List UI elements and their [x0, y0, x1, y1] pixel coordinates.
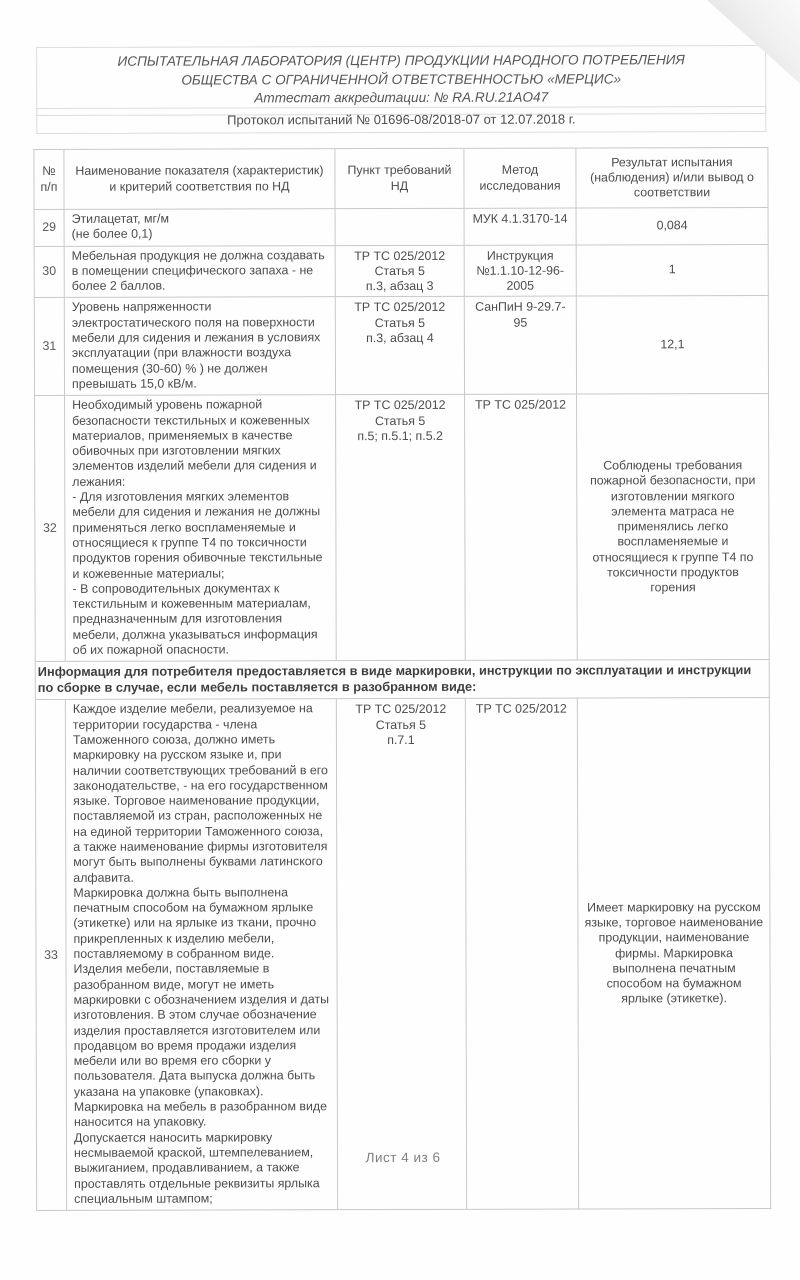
row-indicator-name: Этилацетат, мг/м (не более 0,1) [65, 209, 336, 246]
row-result: 0,084 [577, 208, 769, 245]
row-requirement-clause: ТР ТС 025/2012 Статья 5 п.7.1 [337, 699, 467, 1210]
row-result: 12,1 [577, 297, 769, 395]
sheet-number-label: Лист 4 из 6 [365, 1149, 441, 1166]
table-row [36, 698, 771, 1211]
row-method: ТР ТС 025/2012 [465, 395, 578, 661]
row-indicator-name: Уровень напряженности электростатического поля на поверхности мебели для сидения и лежания в условиях эксплуатации (при влажности воздуха помещения (30-60) % ) не должен превышать 15,0 кВ/м. [65, 298, 336, 396]
row-method: ТР ТС 025/2012 [466, 699, 579, 1210]
row-indicator-name: Необходимый уровень пожарной безопасности текстильных и кожевенных материалов, применяемых в качестве обивочных при изготовлении мягких элементов изделий мебели для сидения и лежания: - Для изготовления мягких элементов мебели для сидения и лежания не должны применяться легко воспламеняемые и относящиеся к группе Т4 по токсичности продуктов горения обивочные текстильные и кожевенные материалы; - В сопроводительных документах к текстильным и кожевенным материалам, предназначенным для изготовления мебели, должна указываться информация об их пожарной опасности. [65, 395, 337, 662]
row-number: 33 [36, 700, 67, 1211]
row-method: МУК 4.1.3170-14 [465, 209, 577, 246]
row-number: 31 [35, 298, 65, 396]
protocol-title-box [36, 106, 766, 134]
row-requirement-clause: ТР ТС 025/2012 Статья 5 п.3, абзац 3 [336, 245, 465, 297]
row-result: Имеет маркировку на русском языке, торговое наименование продукции, наименование фирмы. Маркировка выполнена печатным способом на бумажном ярлыке (этикетке). [578, 698, 771, 1209]
lab-header-box [36, 45, 766, 115]
row-requirement-clause: ТР ТС 025/2012 Статья 5 п.5; п.5.1; п.5.2 [336, 395, 466, 661]
table-row [35, 297, 769, 397]
row-requirement-clause: ТР ТС 025/2012 Статья 5 п.3, абзац 4 [336, 297, 465, 395]
row-method: СанПиН 9-29.7-95 [465, 297, 577, 395]
consumer-info-note: Информация для потребителя предоставляется в виде маркировки, инструкции по эксплуатации и инструкции по сборке в случае, если мебель поставляется в разобранном виде: [36, 660, 770, 700]
row-number: 29 [35, 210, 65, 247]
row-requirement-clause [336, 209, 465, 246]
col-header-name: Наименование показателя (характеристик) и критерий соответствия по НД [64, 149, 335, 210]
row-result: Соблюдены требования пожарной безопасности, при изготовлении мягкого элемента матраса не применялись легко воспламеняемые и относящиеся к группе Т4 по токсичности продуктов горения [577, 394, 770, 661]
row-indicator-name: Мебельная продукция не должна создавать в помещении специфического запаха - не более 2 баллов. [65, 246, 336, 299]
accreditation-line: Аттестат аккредитации: № RA.RU.21AO47 [254, 89, 549, 106]
row-result: 1 [577, 245, 769, 297]
row-indicator-name: Каждое изделие мебели, реализуемое на территории государства - члена Таможенного союза, должно иметь маркировку на русском языке и, при наличии соответствующих требований в его законодательстве, - на его государственном языке. Торговое наименование продукции, поставляемой из стран, расположенных не на единой территории Таможенного союза, а также наименование фирмы изготовителя могут быть выполнены буквами латинского алфавита. Маркировка должна быть выполнена печатным способом на бумажном ярлыке (этикетке) или на ярлыке из ткани, прочно прикрепленных к изделию мебели, поставляемому в собранном виде. Изделия мебели, поставляемые в разобранном виде, могут не иметь маркировки с обозначением изделия и даты изготовления. В этом случае обозначение изделия проставляется изготовителем или продавцом во время продажи изделия мебели или во время его сборки у пользователя. Дата выпуска должна быть указана на упаковке (упаковках). Маркировка на мебель в разобранном виде наносится на упаковку. Допускается наносить маркировку несмываемой краской, штемпелеванием, выжиганием, продавливанием, а также проставлять отдельные реквизиты ярлыка специальным штампом; [66, 699, 338, 1211]
row-number: 30 [35, 246, 65, 298]
results-table [33, 147, 771, 1211]
lab-name-line2: ОБЩЕСТВА С ОГРАНИЧЕННОЙ ОТВЕТСТВЕННОСТЬЮ «МЕРЦИС» [181, 70, 622, 88]
row-method: Инструкция №1.1.10-12-96- 2005 [465, 245, 577, 297]
col-header-punkt: Пункт требований НД [335, 149, 464, 209]
protocol-number-line: Протокол испытаний № 01696-08/2018-07 от 12.07.2018 г. [227, 111, 576, 128]
table-header-row [34, 148, 768, 210]
table-row [35, 208, 769, 247]
col-header-method: Метод исследования [464, 149, 576, 209]
consumer-info-section-row [36, 660, 770, 700]
col-header-result: Результат испытания (наблюдения) и/или вывод о соответствии [576, 148, 768, 209]
lab-name-line1: ИСПЫТАТЕЛЬНАЯ ЛАБОРАТОРИЯ (ЦЕНТР) ПРОДУКЦИИ НАРОДНОГО ПОТРЕБЛЕНИЯ [117, 52, 685, 69]
row-number: 32 [35, 396, 66, 662]
table-row [35, 245, 769, 299]
col-header-num: № п/п [34, 150, 64, 210]
table-row [35, 394, 770, 662]
